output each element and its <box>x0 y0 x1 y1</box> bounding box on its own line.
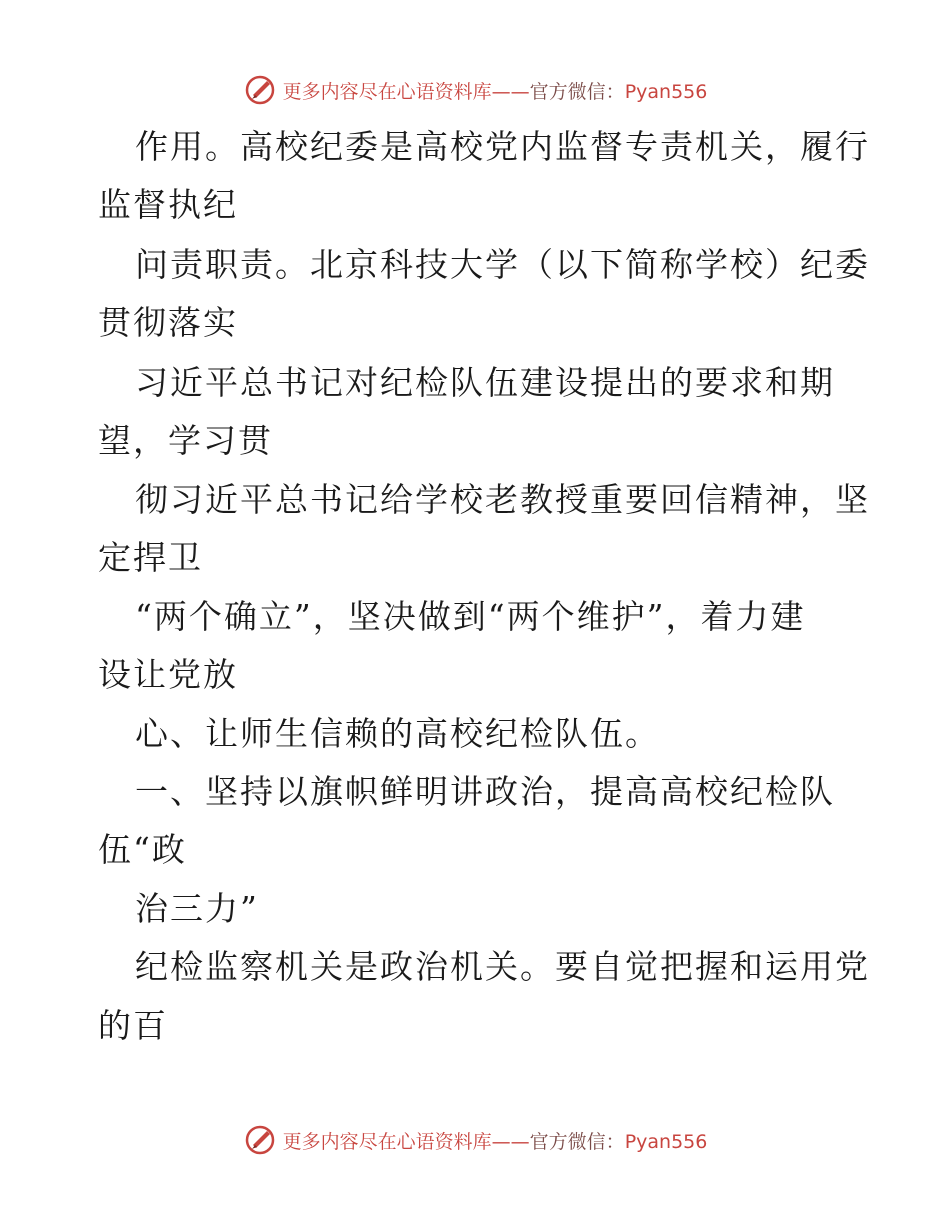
watermark-wechat-id: Pyan556 <box>624 1130 708 1153</box>
text-line: 望，学习贯 <box>98 421 273 460</box>
quill-pen-logo-icon <box>243 1123 277 1157</box>
watermark-main: 更多内容尽在心语资料库 <box>282 1130 492 1153</box>
watermark-wechat-id: Pyan556 <box>624 80 708 103</box>
text-line: 贯彻落实 <box>98 303 238 342</box>
watermark-label: 官方微信： <box>529 80 625 103</box>
text-line: 问责职责。北京科技大学（以下简称学校）纪委 <box>135 245 870 284</box>
text-line: 定捍卫 <box>98 538 203 577</box>
text-line: 设让党放 <box>98 655 238 694</box>
text-line: 心、让师生信赖的高校纪检队伍。 <box>135 714 660 753</box>
footer-watermark <box>0 1120 950 1160</box>
text-line: 监督执纪 <box>98 185 238 224</box>
watermark-label: 官方微信： <box>529 1130 625 1153</box>
watermark-text <box>283 1127 708 1154</box>
text-line: 作用。高校纪委是高校党内监督专责机关，履行 <box>135 127 870 166</box>
watermark-separator: —— <box>491 1130 530 1153</box>
text-line: 纪检监察机关是政治机关。要自觉把握和运用党 <box>135 947 870 986</box>
watermark-separator: —— <box>491 80 530 103</box>
text-line: 彻习近平总书记给学校老教授重要回信精神，坚 <box>135 480 870 519</box>
watermark-main: 更多内容尽在心语资料库 <box>282 80 492 103</box>
text-line: 一、坚持以旗帜鲜明讲政治，提高高校纪检队 <box>135 772 835 811</box>
header-watermark <box>0 70 950 110</box>
text-line: “两个确立”，坚决做到“两个维护”，着力建 <box>135 597 806 636</box>
text-line: 治三力” <box>135 889 259 928</box>
watermark-text <box>283 77 708 104</box>
quill-pen-logo-icon <box>243 73 277 107</box>
text-line: 伍“政 <box>98 830 187 869</box>
text-line: 习近平总书记对纪检队伍建设提出的要求和期 <box>135 363 835 402</box>
text-line: 的百 <box>98 1006 168 1045</box>
